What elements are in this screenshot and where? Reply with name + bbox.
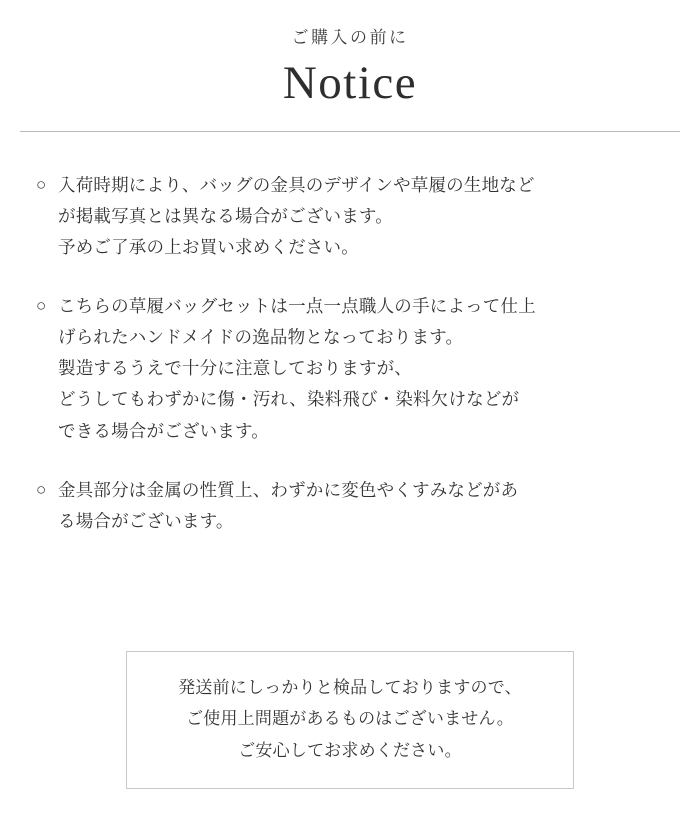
header-subtitle: ご購入の前に bbox=[291, 28, 409, 47]
callout-container bbox=[0, 651, 700, 789]
note-line: 入荷時期により、バッグの金具のデザインや草履の生地など bbox=[58, 174, 535, 195]
page-title: Notice bbox=[282, 56, 418, 109]
note-line: が掲載写真とは異なる場合がございます。 bbox=[58, 205, 393, 226]
list-item bbox=[36, 475, 664, 537]
list-item bbox=[36, 291, 664, 447]
callout-line: ご使用上問題があるものはございません。 bbox=[186, 709, 514, 729]
note-line: できる場合がございます。 bbox=[58, 420, 269, 441]
bullet-circle-icon: ○ bbox=[36, 295, 47, 315]
callout-box bbox=[126, 651, 574, 789]
list-item-body bbox=[58, 291, 664, 447]
note-line: る場合がございます。 bbox=[58, 510, 234, 531]
list-item-body bbox=[58, 170, 664, 263]
note-line: げられたハンドメイドの逸品物となっております。 bbox=[58, 327, 464, 348]
header-divider bbox=[20, 131, 680, 132]
note-line: こちらの草履バッグセットは一点一点職人の手によって仕上 bbox=[58, 295, 536, 316]
callout-line: ご安心してお求めください。 bbox=[238, 740, 462, 760]
note-line: 予めご了承の上お買い求めください。 bbox=[58, 236, 359, 257]
bullet-circle-icon: ○ bbox=[36, 479, 47, 499]
note-line: どうしてもわずかに傷・汚れ、染料飛び・染料欠けなどが bbox=[58, 389, 520, 410]
note-line: 製造するうえで十分に注意しておりますが、 bbox=[58, 358, 412, 379]
list-item bbox=[36, 170, 664, 263]
notice-list bbox=[36, 170, 664, 537]
page-header bbox=[0, 0, 700, 113]
callout-line: 発送前にしっかりと検品しておりますので、 bbox=[178, 678, 522, 697]
list-item-body bbox=[58, 475, 664, 537]
note-line: 金具部分は金属の性質上、わずかに変色やくすみなどがあ bbox=[58, 479, 519, 500]
bullet-circle-icon: ○ bbox=[36, 174, 47, 194]
